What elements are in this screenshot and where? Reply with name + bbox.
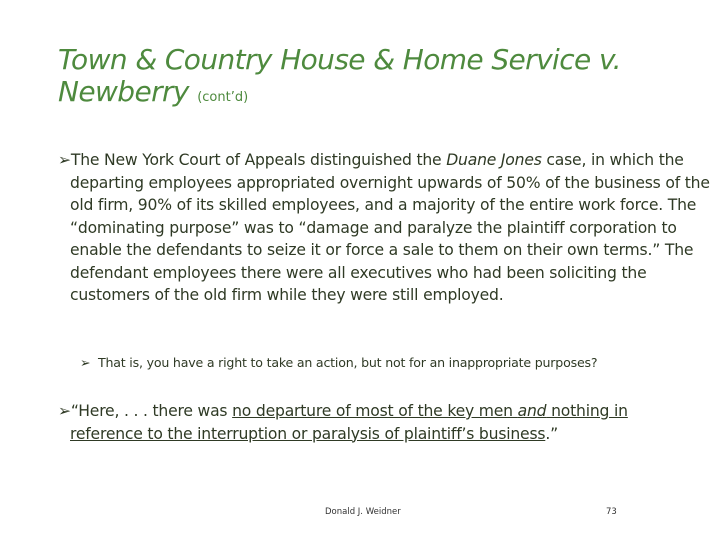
quote-underlined: no departure of most of the key men [232, 402, 518, 420]
quote-text: “Here, . . . there was [70, 402, 233, 420]
arrow-bullet-icon: ➢ [80, 355, 91, 370]
quote-text: .” [545, 424, 558, 443]
page-number: 73 [606, 507, 617, 517]
bullet-text: case, in which the departing employees appropriated overnight upwards of 50% of the business of the old firm, 90% of its skilled employees, and a majority of the entire work force. The “dominating purpose” was to “damage and paralyze the plaintiff corporation to enable the defendants to seize it or force a sale to them on their own terms.” The defendant employees there were all executives who had been soliciting the customers of the old firm while they were still employed. [70, 151, 710, 304]
arrow-bullet-icon: ➢ [58, 151, 71, 169]
title-line2: Newberry [58, 75, 189, 108]
sub-bullet-text: That is, you have a right to take an action, but not for an inappropriate purposes? [97, 355, 598, 370]
slide-title [58, 44, 698, 114]
arrow-bullet-icon: ➢ [58, 402, 71, 420]
footer-author: Donald J. Weidner [325, 507, 401, 517]
bullet-text: The New York Court of Appeals distinguished the [70, 151, 447, 169]
quote-underlined: nothing in reference to the interruption or paralysis of plaintiff’s business [70, 402, 628, 443]
sub-bullet [80, 354, 698, 371]
title-line1: Town & Country House & Home Service v. [58, 43, 621, 76]
quote-underlined-italic: and [517, 402, 547, 420]
title-suffix: (cont’d) [197, 90, 249, 105]
case-name: Duane Jones [446, 151, 542, 169]
bullet-quote [58, 400, 670, 445]
bullet-duane-jones [58, 149, 720, 307]
